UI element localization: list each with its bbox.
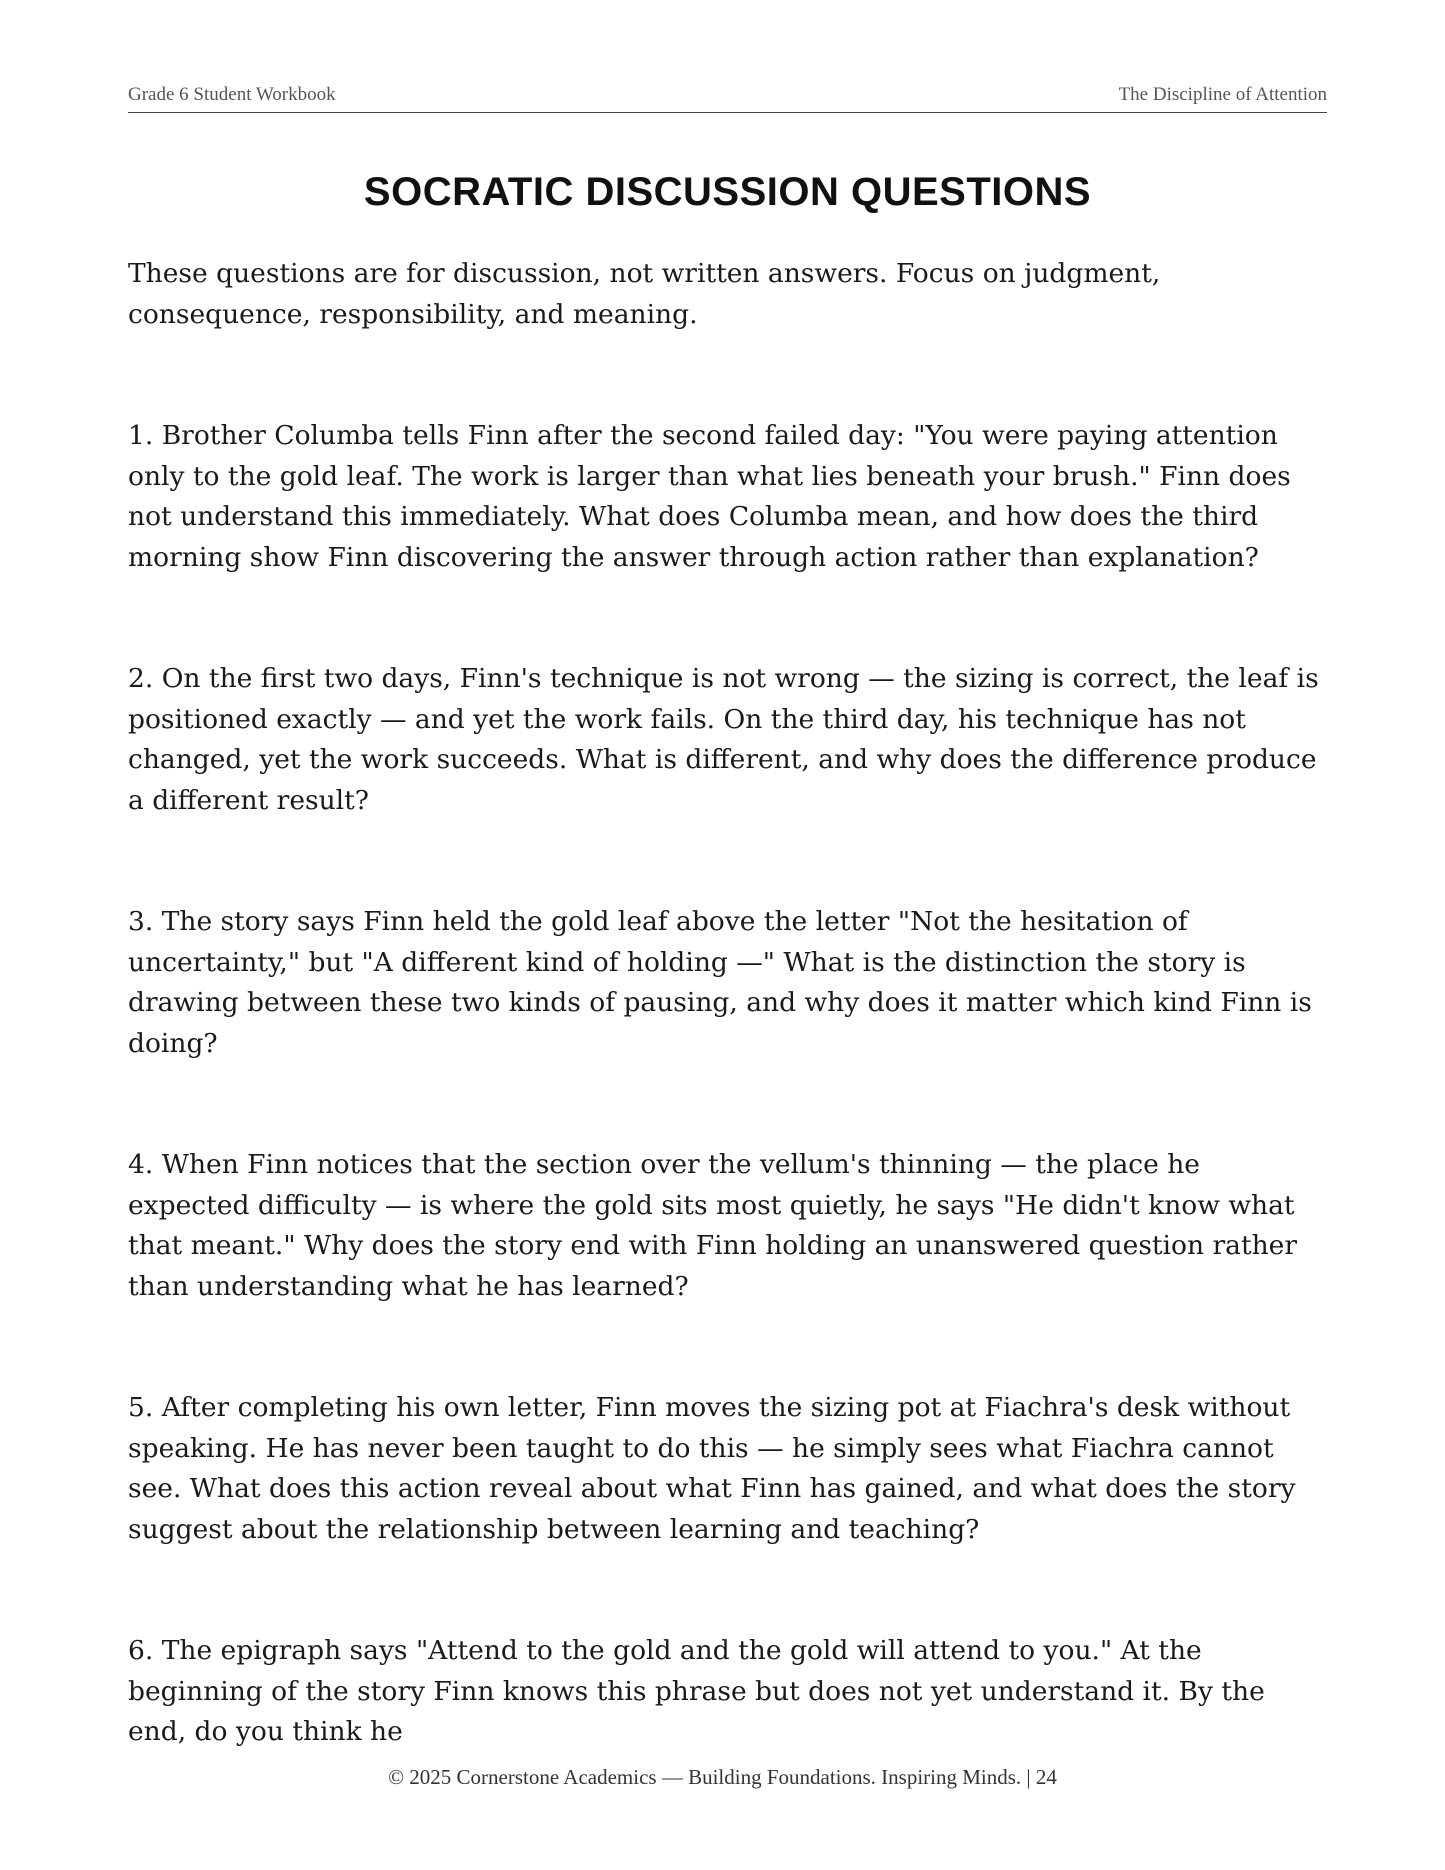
header-unit-title: The Discipline of Attention (1118, 84, 1327, 105)
question-1: 1. Brother Columba tells Finn after the second failed day: "You were paying attention only to the gold leaf. The work is larger than what lies beneath your brush." Finn does not understand this immediately. What does Columba mean, and how does the third morning show Finn discovering the answer through action rather than explanation? (128, 420, 1291, 573)
intro-paragraph: These questions are for discussion, not written answers. Focus on judgment, consequence, responsibility, and meaning. (128, 258, 1161, 330)
question-5: 5. After completing his own letter, Finn moves the sizing pot at Fiachra's desk without speaking. He has never been taught to do this — he simply sees what Fiachra cannot see. What does this action reveal about what Finn has gained, and what does the story suggest about the relationship between learning and teaching? (128, 1392, 1296, 1545)
question-4: 4. When Finn notices that the section over the vellum's thinning — the place he expected difficulty — is where the gold sits most quietly, he says "He didn't know what that meant." Why does the story end with Finn holding an unanswered question rather than understanding what he has learned? (128, 1149, 1298, 1302)
page-title: SOCRATIC DISCUSSION QUESTIONS (363, 170, 1092, 214)
page-content (128, 254, 1327, 1753)
page-footer: © 2025 Cornerstone Academics — Building Foundations. Inspiring Minds. | 24 (388, 1765, 1057, 1789)
question-3: 3. The story says Finn held the gold leaf above the letter "Not the hesitation of uncertainty," but "A different kind of holding —" What is the distinction the story is drawing between these two kinds of pausing, and why does it matter which kind Finn is doing? (128, 906, 1312, 1059)
running-header (128, 82, 1327, 113)
header-workbook-title: Grade 6 Student Workbook (128, 84, 336, 105)
question-2: 2. On the first two days, Finn's technique is not wrong — the sizing is correct, the leaf is positioned exactly — and yet the work fails. On the third day, his technique has not changed, yet the work succeeds. What is different, and why does the difference produce a different result? (128, 663, 1319, 816)
question-6: 6. The epigraph says "Attend to the gold and the gold will attend to you." At the beginning of the story Finn knows this phrase but does not yet understand it. By the end, do you think he (128, 1635, 1265, 1747)
